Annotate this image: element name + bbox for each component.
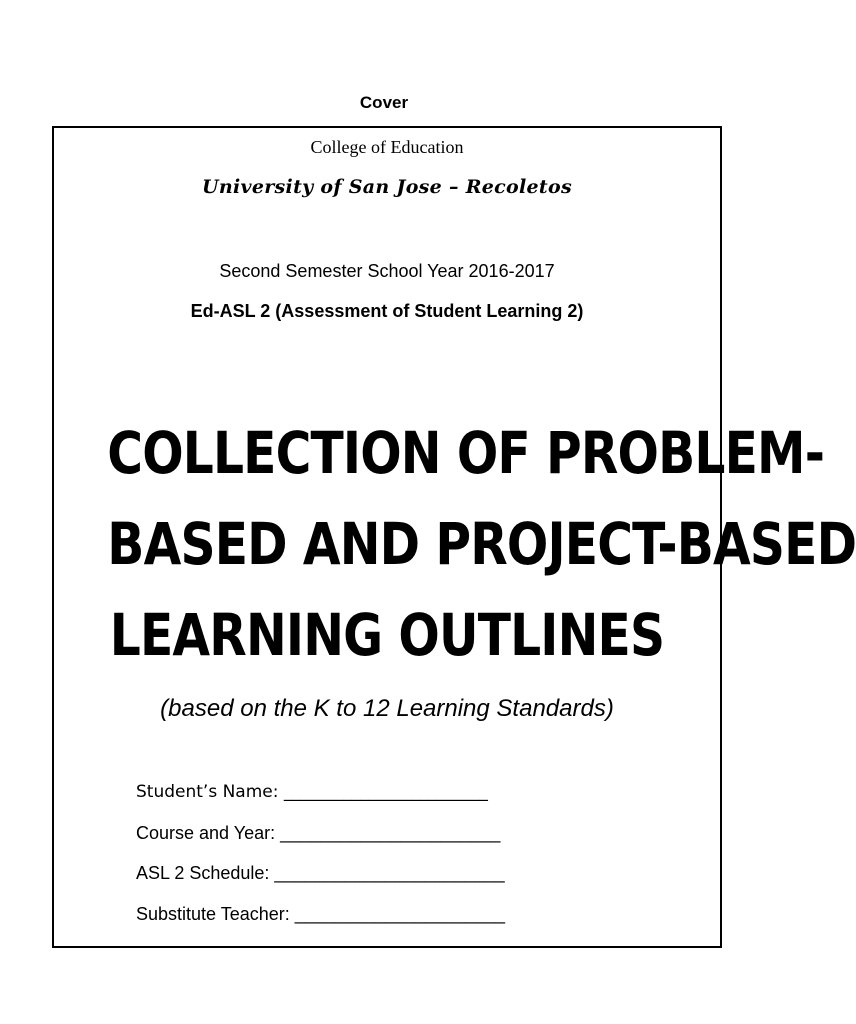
cover-frame bbox=[52, 126, 856, 948]
student-info-fields bbox=[136, 781, 505, 943]
university-name: University of San Jose – Recoletos bbox=[202, 176, 572, 198]
course-title: Ed-ASL 2 (Assessment of Student Learning 2) bbox=[190, 301, 584, 321]
title-line: BASED AND PROJECT-BASED bbox=[107, 510, 856, 578]
student-name-field: Student’s Name: ________________________ bbox=[136, 782, 488, 802]
title-line: COLLECTION OF PROBLEM- bbox=[107, 419, 825, 487]
course-year-field: Course and Year: ______________________ bbox=[136, 822, 501, 843]
college-name: College of Education bbox=[310, 137, 464, 157]
semester-line: Second Semester School Year 2016-2017 bbox=[219, 261, 555, 281]
title-line: LEARNING OUTLINES bbox=[109, 601, 665, 669]
document-title bbox=[107, 408, 856, 681]
schedule-field: ASL 2 Schedule: _______________________ bbox=[136, 863, 505, 883]
page-heading: Cover bbox=[359, 93, 409, 112]
document-subtitle: (based on the K to 12 Learning Standards) bbox=[160, 695, 614, 722]
substitute-teacher-field: Substitute Teacher: _____________________ bbox=[136, 903, 505, 924]
